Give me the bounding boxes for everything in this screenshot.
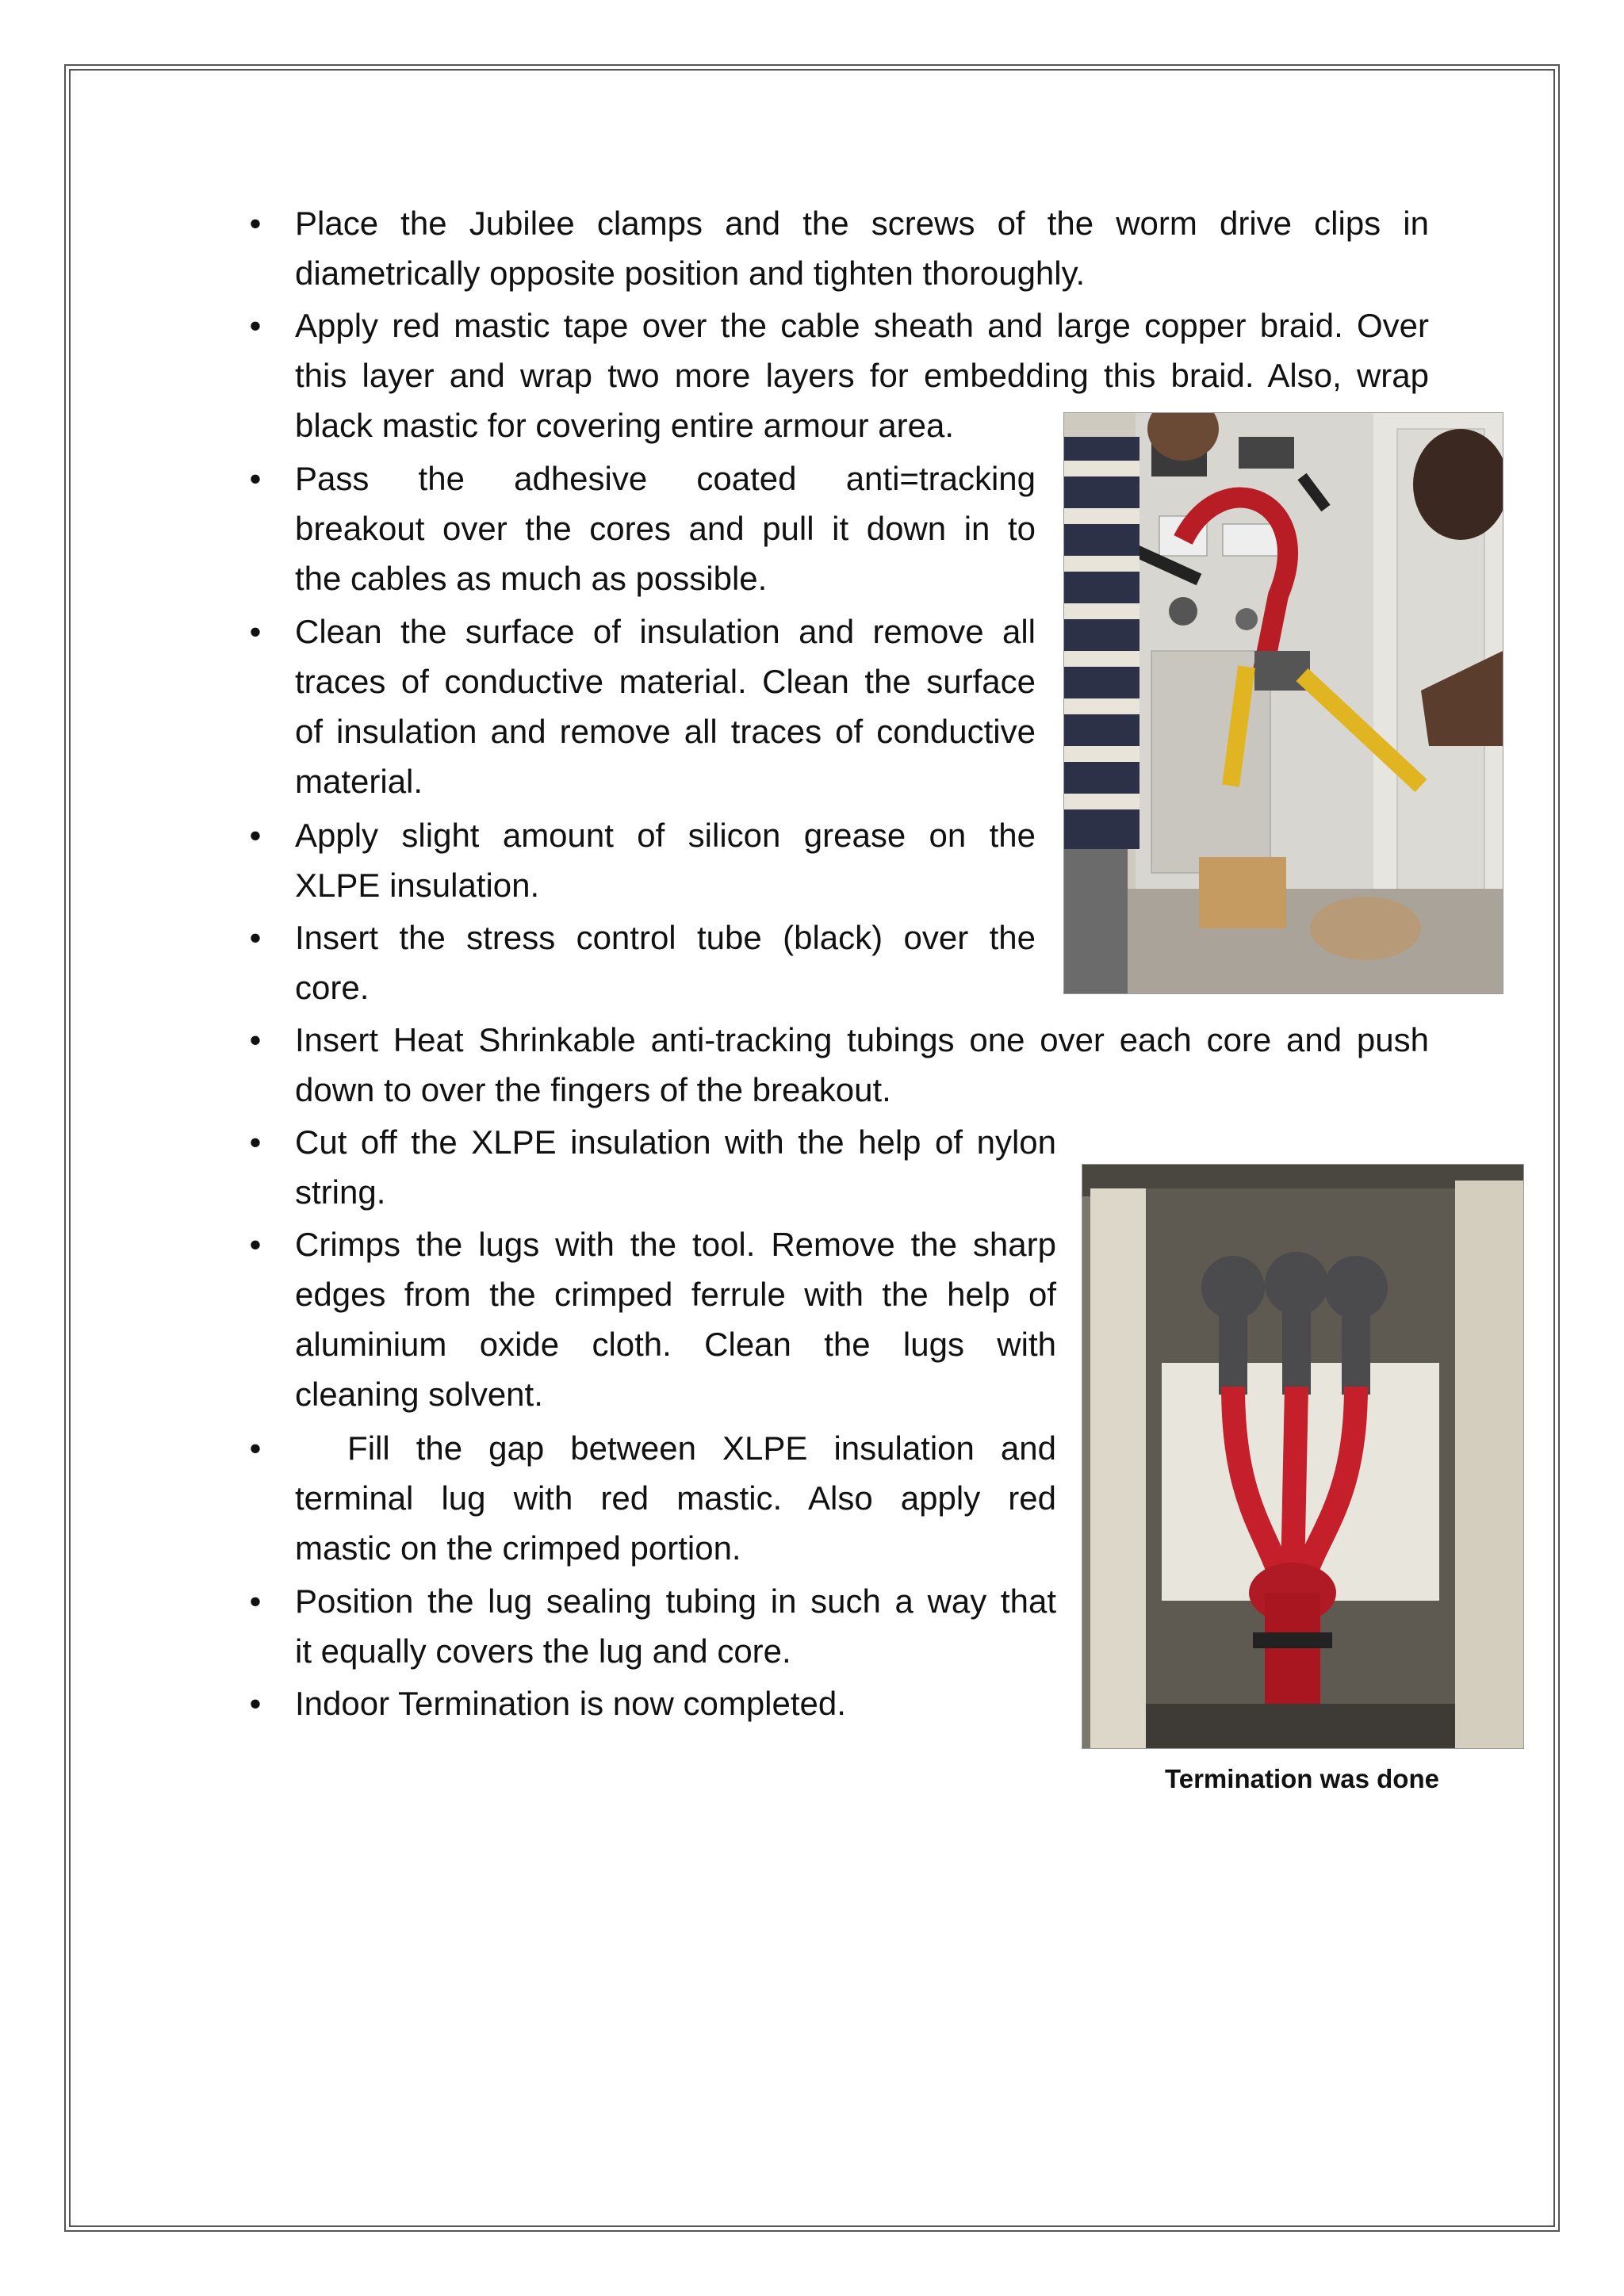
photo-termination-done	[1082, 1164, 1524, 1749]
bullet-icon: •	[249, 817, 262, 854]
list-item-line: of insulation and remove all traces of conductive	[295, 713, 1036, 750]
list-item-line: terminal lug with red mastic. Also apply red	[295, 1479, 1056, 1517]
bullet-icon: •	[249, 919, 262, 956]
list-item-line: core.	[295, 969, 370, 1006]
bullet-icon: •	[249, 460, 262, 497]
list-item-line: breakout over the cores and pull it down in to	[295, 510, 1036, 547]
list-item	[249, 1678, 1056, 1728]
list-item	[249, 1423, 1056, 1573]
bullet-icon: •	[249, 307, 262, 344]
list-item	[249, 1219, 1056, 1419]
list-item-line: Crimps the lugs with the tool. Remove the sharp	[295, 1226, 1056, 1263]
list-item-line: edges from the crimped ferrule with the help of	[295, 1276, 1056, 1313]
bullet-icon: •	[249, 1685, 262, 1722]
list-item-line: down to over the fingers of the breakout.	[295, 1071, 891, 1108]
bullet-icon: •	[249, 1226, 262, 1263]
list-item-line: the cables as much as possible.	[295, 560, 768, 597]
list-item-line: this layer and wrap two more layers for embedding this braid. Also, wrap	[295, 357, 1429, 394]
list-item-line: cleaning solvent.	[295, 1376, 543, 1413]
photo-crimping-work	[1063, 412, 1503, 994]
list-item-line: aluminium oxide cloth. Clean the lugs with	[295, 1326, 1056, 1363]
list-item	[249, 913, 1036, 1012]
list-item-line: Apply red mastic tape over the cable sheath and large copper braid. Over	[295, 307, 1429, 344]
list-item-line: Apply slight amount of silicon grease on the	[295, 817, 1036, 854]
list-item-line: string.	[295, 1173, 386, 1211]
list-item-line: Insert the stress control tube (black) over the	[295, 919, 1036, 956]
list-item-line: Clean the surface of insulation and remove all	[295, 613, 1036, 650]
list-item-line: Indoor Termination is now completed.	[295, 1685, 846, 1722]
list-item	[249, 1576, 1056, 1676]
bullet-icon: •	[249, 1021, 262, 1058]
list-item	[249, 453, 1036, 603]
list-item-line: Place the Jubilee clamps and the screws of the worm drive clips in	[295, 205, 1429, 242]
list-item-line: black mastic for covering entire armour area.	[295, 407, 954, 444]
list-item-line: XLPE insulation.	[295, 867, 540, 904]
bullet-icon: •	[249, 1582, 262, 1620]
figure-caption: Termination was done	[1165, 1764, 1439, 1793]
list-item-line: Pass the adhesive coated anti=tracking	[295, 460, 1036, 497]
list-item-line: material.	[295, 763, 423, 800]
bullet-icon: •	[249, 613, 262, 650]
list-item-line: Fill the gap between XLPE insulation and	[295, 1429, 1056, 1467]
list-item-line: it equally covers the lug and core.	[295, 1632, 791, 1670]
list-item	[249, 1015, 1429, 1115]
list-item-line: Cut off the XLPE insulation with the help of nylon	[295, 1123, 1056, 1161]
list-item-line: traces of conductive material. Clean the surface	[295, 663, 1036, 700]
list-item	[249, 810, 1036, 910]
list-item-line: Position the lug sealing tubing in such a way that	[295, 1582, 1056, 1620]
list-item	[249, 1117, 1056, 1217]
list-item-line: Insert Heat Shrinkable anti-tracking tubings one over each core and push	[295, 1021, 1429, 1058]
bullet-icon: •	[249, 1123, 262, 1161]
bullet-icon: •	[249, 1429, 262, 1467]
list-item-line: diametrically opposite position and tighten thoroughly.	[295, 254, 1086, 292]
bullet-icon: •	[249, 205, 262, 242]
list-item-line: mastic on the crimped portion.	[295, 1529, 741, 1567]
list-item	[249, 607, 1036, 806]
list-item	[249, 198, 1429, 298]
